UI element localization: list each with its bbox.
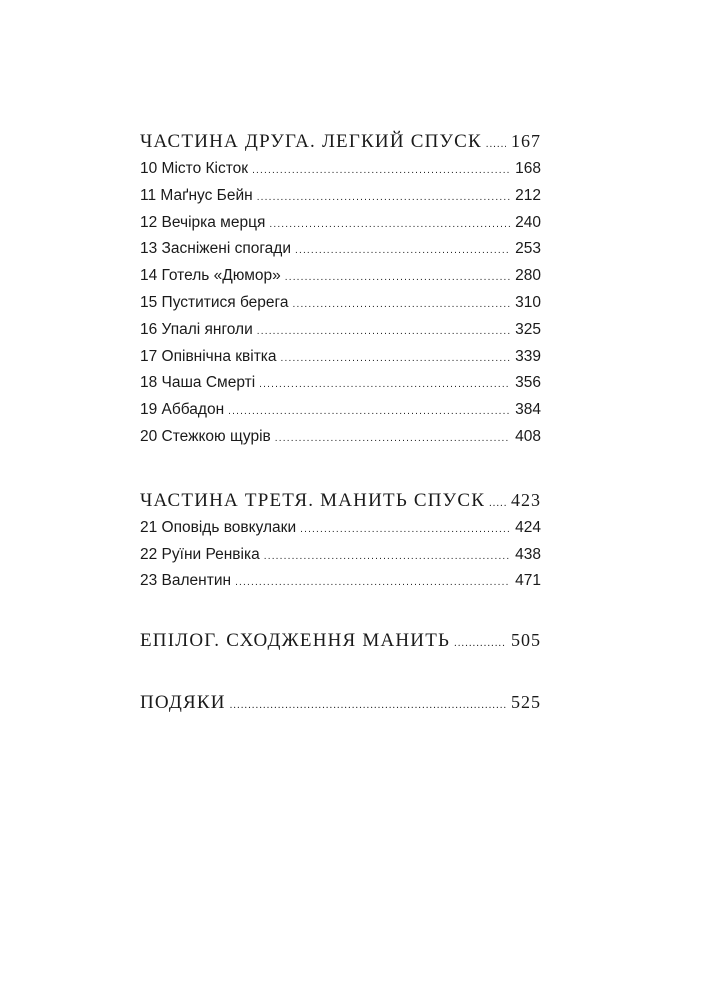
page-number: 310 <box>515 293 541 311</box>
toc-chapter <box>140 370 541 397</box>
leader-dots <box>252 158 510 185</box>
part-title: ЧАСТИНА ТРЕТЯ. МАНИТЬ СПУСК <box>140 489 486 511</box>
toc-chapter <box>140 236 541 263</box>
chapter-title: 11 Маґнус Бейн <box>140 186 253 204</box>
chapter-title: 18 Чаша Смерті <box>140 374 256 392</box>
toc-chapter <box>140 210 541 237</box>
chapter-title: 21 Оповідь вовкулаки <box>140 518 297 536</box>
toc-chapter <box>140 317 541 344</box>
leader-dots <box>269 212 510 239</box>
chapter-title: 19 Аббадон <box>140 401 225 419</box>
section-spacer <box>140 595 541 625</box>
epilogue-title: ЕПІЛОГ. СХОДЖЕННЯ МАНИТЬ <box>140 630 451 652</box>
page-number: 253 <box>515 240 541 258</box>
table-of-contents <box>140 126 541 717</box>
toc-part-heading <box>140 126 541 156</box>
page-number: 384 <box>515 401 541 419</box>
page-number: 525 <box>511 692 541 713</box>
toc-chapter <box>140 424 541 451</box>
chapter-title: 15 Пуститися берега <box>140 293 289 311</box>
leader-dots <box>275 426 510 453</box>
toc-chapter <box>140 397 541 424</box>
acknowledgements-title: ПОДЯКИ <box>140 692 226 714</box>
page-number: 356 <box>515 374 541 392</box>
section-spacer <box>140 451 541 485</box>
leader-dots <box>257 319 510 346</box>
toc-part-heading <box>140 485 541 515</box>
leader-dots <box>486 130 506 160</box>
leader-dots <box>259 372 510 399</box>
page-number: 408 <box>515 427 541 445</box>
toc-chapter <box>140 568 541 595</box>
page-number: 424 <box>515 518 541 536</box>
page-number: 339 <box>515 347 541 365</box>
leader-dots <box>295 238 510 265</box>
leader-dots <box>257 185 510 212</box>
page-number: 240 <box>515 213 541 231</box>
toc-chapter <box>140 344 541 371</box>
page-number: 505 <box>511 630 541 651</box>
toc-chapter <box>140 156 541 183</box>
chapter-title: 22 Руїни Ренвіка <box>140 545 260 563</box>
chapter-title: 14 Готель «Дюмор» <box>140 267 281 285</box>
page-number: 280 <box>515 267 541 285</box>
leader-dots <box>285 265 510 292</box>
leader-dots <box>235 570 510 597</box>
chapter-title: 23 Валентин <box>140 572 232 590</box>
chapter-title: 20 Стежкою щурів <box>140 427 271 445</box>
part-title: ЧАСТИНА ДРУГА. ЛЕГКИЙ СПУСК <box>140 131 482 152</box>
chapter-title: 10 Місто Кісток <box>140 160 249 177</box>
page-number: 438 <box>515 545 541 563</box>
chapter-title: 16 Упалі янголи <box>140 320 253 338</box>
toc-chapter <box>140 183 541 210</box>
toc-chapter <box>140 290 541 317</box>
toc-chapter <box>140 542 541 569</box>
leader-dots <box>230 691 506 721</box>
section-spacer <box>140 655 541 687</box>
page-number: 212 <box>515 186 541 204</box>
leader-dots <box>264 544 510 571</box>
leader-dots <box>454 629 506 659</box>
page-number: 168 <box>515 160 541 177</box>
chapter-title: 12 Вечірка мерця <box>140 213 266 231</box>
toc-chapter <box>140 515 541 542</box>
toc-acknowledgements <box>140 687 541 717</box>
chapter-title: 17 Опівнічна квітка <box>140 347 277 365</box>
leader-dots <box>292 292 510 319</box>
leader-dots <box>228 399 510 426</box>
toc-epilogue <box>140 625 541 655</box>
toc-chapter <box>140 263 541 290</box>
leader-dots <box>300 517 510 544</box>
leader-dots <box>281 346 511 373</box>
page-number: 325 <box>515 320 541 338</box>
page-number: 471 <box>515 572 541 590</box>
chapter-title: 13 Засніжені спогади <box>140 240 291 258</box>
page-number: 167 <box>511 131 541 151</box>
page-number: 423 <box>511 489 541 510</box>
leader-dots <box>489 489 506 519</box>
